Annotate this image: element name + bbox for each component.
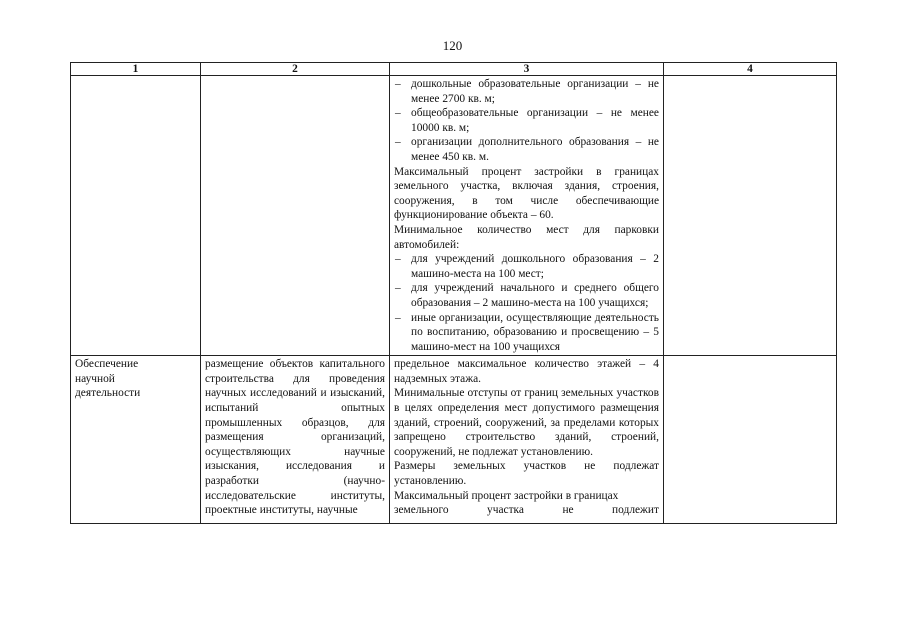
- list-item: – иные организации, осуществляющие деятельность по воспитанию, образованию и просвещению – 5 машино-мест на 100 учащихся: [394, 311, 659, 355]
- table-row: [71, 76, 837, 356]
- land-use-description: размещение объектов капитального строительства для проведения научных исследований и изысканий, испытаний опытных промышленных образцов, для размещения организаций, осуществляющих научные изыскания, исследования и разработки (научно-исследовательские институты, проектные институты, научные: [205, 358, 385, 517]
- row1-col1: [71, 76, 201, 356]
- list-item: – для учреждений дошкольного образования – 2 машино-места на 100 мест;: [394, 252, 659, 281]
- row1-col2: [201, 76, 390, 356]
- header-col-2: 2: [201, 63, 390, 76]
- land-use-type: Обеспечение научной деятельности: [75, 358, 141, 400]
- paragraph: Размеры земельных участков не подлежат установлению.: [394, 460, 659, 488]
- row2-col1: [71, 356, 201, 524]
- min-area-list: [394, 77, 659, 165]
- paragraph: Максимальный процент застройки в границах земельного участка, включая здания, строения, сооружения, в том числе обеспечивающие функционирование объекта – 60.: [394, 165, 659, 222]
- paragraph: земельного участка не подлежит: [394, 504, 659, 517]
- parking-list: [394, 252, 659, 354]
- header-col-3: 3: [390, 63, 664, 76]
- row2-col2: [201, 356, 390, 524]
- table-header-row: [71, 63, 837, 76]
- header-col-4: 4: [664, 63, 837, 76]
- paragraph: предельное максимальное количество этажей – 4 надземных этажа.: [394, 358, 659, 385]
- list-item: – дошкольные образовательные организации – не менее 2700 кв. м;: [394, 77, 659, 106]
- page-number: 120: [442, 38, 463, 53]
- list-item: – общеобразовательные организации – не менее 10000 кв. м;: [394, 106, 659, 135]
- header-col-1: 1: [71, 63, 201, 76]
- paragraph: Минимальные отступы от границ земельных участков в целях определения мест допустимого размещения зданий, строений, сооружений, за пределами которых запрещено строительство зданий, строений, сооружений, не подлежат установлению.: [394, 387, 659, 458]
- table-row: [71, 356, 837, 524]
- row2-col3: [390, 356, 664, 524]
- regulations-table: [70, 62, 837, 524]
- paragraph: Минимальное количество мест для парковки автомобилей:: [394, 223, 659, 251]
- paragraph: Максимальный процент застройки в границах: [394, 489, 619, 502]
- list-item: – организации дополнительного образования – не менее 450 кв. м.: [394, 135, 659, 164]
- row1-col3: [390, 76, 664, 356]
- row2-col4: [664, 356, 837, 524]
- list-item: – для учреждений начального и среднего общего образования – 2 машино-места на 100 учащихся;: [394, 281, 659, 310]
- row1-col4: [664, 76, 837, 356]
